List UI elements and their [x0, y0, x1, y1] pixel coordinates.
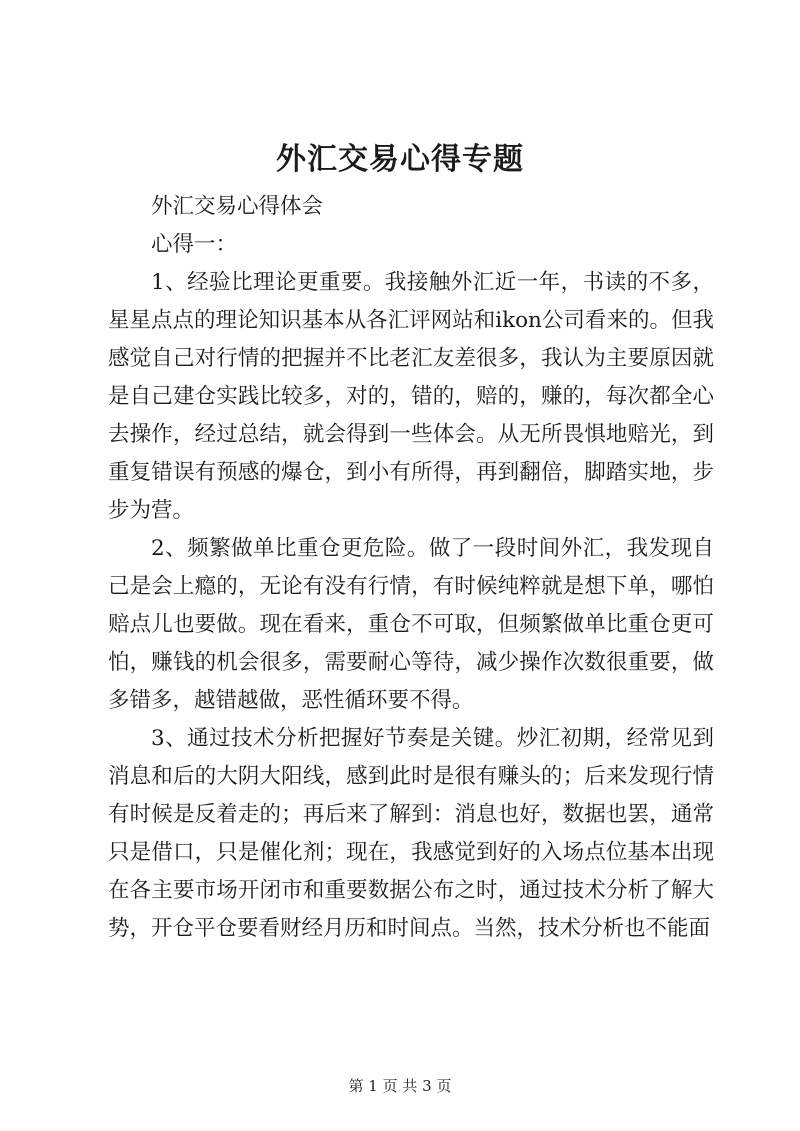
page-footer: 第 1 页 共 3 页: [348, 1077, 452, 1095]
document-title: 外汇交易心得专题: [276, 142, 524, 177]
paragraph-point-2: 2、频繁做单比重仓更危险。做了一段时间外汇，我发现自己是会上瘾的，无论有没有行情，有时候纯粹就是想下单，哪怕赔点儿也要做。现在看来，重仓不可取，但频繁做单比重仓更可怕，赚钱的机会很多，需要耐心等待，减少操作次数很重要，做多错多，越错越做，恶性循环要不得。: [108, 536, 714, 713]
paragraph-subtitle: 外汇交易心得体会: [151, 194, 324, 219]
paragraph-section-heading: 心得一：: [151, 232, 238, 257]
paragraph-point-3: 3、通过技术分析把握好节奏是关键。炒汇初期，经常见到消息和后的大阴大阳线，感到此时是很有赚头的；后来发现行情有时候是反着走的；再后来了解到：消息也好，数据也罢，通常只是借口，只是催化剂；现在，我感觉到好的入场点位基本出现在各主要市场开闭市和重要数据公布之时，通过技术分析了解大势，开仓平仓要看财经月历和时间点。当然，技术分析也不能面: [108, 726, 714, 941]
document-body: [108, 188, 714, 948]
paragraph-point-1: 1、经验比理论更重要。我接触外汇近一年，书读的不多，星星点点的理论知识基本从各汇评网站和ikon公司看来的。但我感觉自己对行情的把握并不比老汇友差很多，我认为主要原因就是自己建仓实践比较多，对的，错的，赔的，赚的，每次都全心去操作，经过总结，就会得到一些体会。从无所畏惧地赔光，到重复错误有预感的爆仓，到小有所得，再到翻倍，脚踏实地，步步为营。: [108, 270, 714, 523]
